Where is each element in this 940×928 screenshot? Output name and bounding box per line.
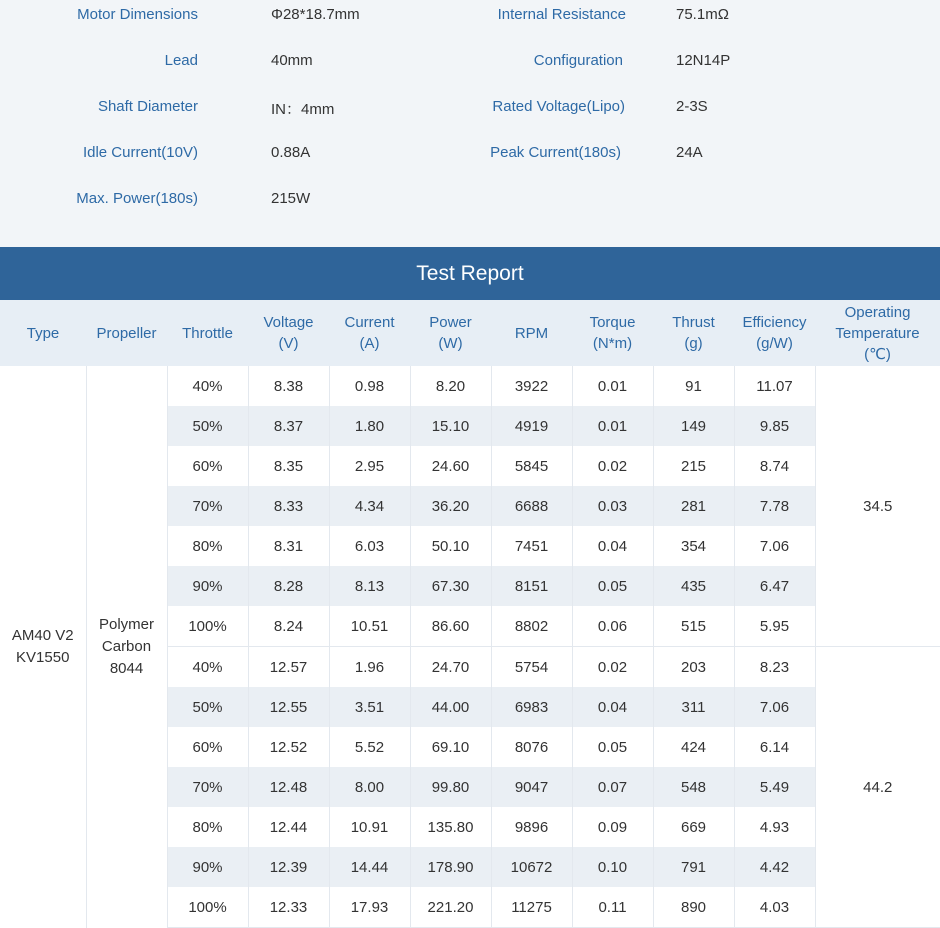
cell-voltage: 12.33 — [248, 887, 329, 928]
cell-thrust: 215 — [653, 446, 734, 486]
cell-rpm: 5845 — [491, 446, 572, 486]
cell-efficiency: 11.07 — [734, 366, 815, 406]
cell-efficiency: 5.95 — [734, 606, 815, 647]
table-body — [0, 366, 940, 928]
cell-rpm: 9047 — [491, 767, 572, 807]
motor-type-cell — [0, 366, 86, 928]
cell-voltage: 12.39 — [248, 847, 329, 887]
table-row — [0, 366, 940, 406]
cell-efficiency: 9.85 — [734, 406, 815, 446]
column-header-text: Type — [26, 324, 60, 342]
cell-voltage: 8.35 — [248, 446, 329, 486]
cell-thrust: 791 — [653, 847, 734, 887]
spec-label-peak-current: Peak Current(180s) — [490, 144, 621, 161]
cell-current: 2.95 — [329, 446, 410, 486]
cell-current: 3.51 — [329, 687, 410, 727]
cell-rpm: 6983 — [491, 687, 572, 727]
column-header-text: RPM — [514, 324, 549, 342]
cell-thrust: 354 — [653, 526, 734, 566]
spec-label-rated-voltage: Rated Voltage(Lipo) — [492, 98, 625, 115]
cell-throttle: 40% — [167, 647, 248, 688]
column-header-power — [410, 300, 491, 366]
propeller-cell-text: 8044 — [109, 659, 144, 677]
cell-voltage: 8.31 — [248, 526, 329, 566]
propeller-cell — [86, 366, 167, 928]
cell-efficiency: 8.74 — [734, 446, 815, 486]
cell-power: 69.10 — [410, 727, 491, 767]
cell-rpm: 8151 — [491, 566, 572, 606]
column-header-text: Throttle — [182, 324, 233, 342]
cell-efficiency: 6.47 — [734, 566, 815, 606]
cell-torque: 0.05 — [572, 566, 653, 606]
test-report-table-wrapper — [0, 300, 940, 928]
cell-torque: 0.04 — [572, 526, 653, 566]
cell-rpm: 3922 — [491, 366, 572, 406]
motor-type-cell-text: KV1550 — [16, 648, 70, 666]
column-header-text: (℃) — [864, 345, 891, 363]
cell-efficiency: 4.93 — [734, 807, 815, 847]
spec-value-shaft-diameter: IN：4mm — [271, 101, 335, 118]
propeller-cell-text: Carbon — [101, 637, 152, 655]
cell-efficiency: 4.42 — [734, 847, 815, 887]
spec-value-lead: 40mm — [271, 52, 313, 69]
cell-voltage: 12.52 — [248, 727, 329, 767]
column-header-text: (g/W) — [756, 335, 793, 352]
cell-rpm: 8076 — [491, 727, 572, 767]
cell-torque: 0.07 — [572, 767, 653, 807]
cell-rpm: 10672 — [491, 847, 572, 887]
table-header-row — [0, 300, 940, 366]
column-header-current — [329, 300, 410, 366]
spec-value-max-power: 215W — [271, 190, 311, 207]
cell-throttle: 100% — [167, 606, 248, 647]
column-header-text: (g) — [684, 335, 703, 352]
cell-power: 36.20 — [410, 486, 491, 526]
column-header-text: (W) — [438, 335, 463, 352]
cell-thrust: 311 — [653, 687, 734, 727]
cell-current: 6.03 — [329, 526, 410, 566]
spec-value-idle-current: 0.88A — [271, 144, 311, 161]
cell-torque: 0.02 — [572, 446, 653, 486]
cell-torque: 0.06 — [572, 606, 653, 647]
operating-temperature-cell: 44.2 — [815, 647, 940, 928]
cell-throttle: 100% — [167, 887, 248, 928]
cell-thrust: 203 — [653, 647, 734, 688]
cell-throttle: 70% — [167, 486, 248, 526]
column-header-text: Thrust — [672, 314, 715, 331]
column-header-text: Torque — [589, 314, 636, 331]
cell-current: 1.80 — [329, 406, 410, 446]
cell-throttle: 50% — [167, 406, 248, 446]
column-header-operating-temperature — [815, 300, 940, 366]
cell-torque: 0.03 — [572, 486, 653, 526]
cell-power: 178.90 — [410, 847, 491, 887]
cell-efficiency: 7.06 — [734, 687, 815, 727]
cell-torque: 0.01 — [572, 366, 653, 406]
cell-rpm: 8802 — [491, 606, 572, 647]
cell-throttle: 60% — [167, 727, 248, 767]
cell-voltage: 12.48 — [248, 767, 329, 807]
cell-rpm: 6688 — [491, 486, 572, 526]
cell-current: 1.96 — [329, 647, 410, 688]
operating-temperature-cell: 34.5 — [815, 366, 940, 647]
spec-value-peak-current: 24A — [676, 144, 703, 161]
cell-current: 14.44 — [329, 847, 410, 887]
cell-rpm: 11275 — [491, 887, 572, 928]
motor-type-cell-text: AM40 V2 — [11, 626, 74, 644]
cell-power: 15.10 — [410, 406, 491, 446]
test-report-title: Test Report — [0, 247, 940, 300]
cell-current: 8.00 — [329, 767, 410, 807]
spec-value-motor-dimensions: Φ28*18.7mm — [271, 6, 360, 23]
spec-label-max-power: Max. Power(180s) — [76, 190, 198, 207]
cell-torque: 0.04 — [572, 687, 653, 727]
cell-power: 50.10 — [410, 526, 491, 566]
cell-torque: 0.02 — [572, 647, 653, 688]
motor-specs — [0, 0, 940, 247]
column-header-text: (A) — [359, 335, 380, 352]
column-header-efficiency — [734, 300, 815, 366]
cell-throttle: 90% — [167, 847, 248, 887]
cell-current: 10.51 — [329, 606, 410, 647]
spec-label-lead: Lead — [164, 52, 198, 69]
spec-label-internal-resistance: Internal Resistance — [497, 6, 626, 23]
cell-power: 221.20 — [410, 887, 491, 928]
spec-label-idle-current: Idle Current(10V) — [82, 144, 198, 161]
cell-rpm: 4919 — [491, 406, 572, 446]
cell-thrust: 435 — [653, 566, 734, 606]
column-header-text: (V) — [278, 335, 299, 352]
cell-voltage: 8.28 — [248, 566, 329, 606]
column-header-text: Propeller — [96, 324, 157, 342]
spec-value-internal-resistance: 75.1mΩ — [676, 6, 729, 23]
spec-value-rated-voltage: 2-3S — [676, 98, 708, 115]
cell-thrust: 515 — [653, 606, 734, 647]
cell-power: 8.20 — [410, 366, 491, 406]
column-header-text: Power — [429, 314, 472, 331]
column-header-rpm — [491, 300, 572, 366]
cell-power: 24.70 — [410, 647, 491, 688]
cell-efficiency: 7.06 — [734, 526, 815, 566]
cell-power: 99.80 — [410, 767, 491, 807]
column-header-type — [0, 300, 86, 366]
cell-power: 44.00 — [410, 687, 491, 727]
cell-current: 17.93 — [329, 887, 410, 928]
column-header-text: Current — [344, 314, 395, 331]
cell-torque: 0.11 — [572, 887, 653, 928]
cell-efficiency: 6.14 — [734, 727, 815, 767]
cell-thrust: 149 — [653, 406, 734, 446]
cell-torque: 0.09 — [572, 807, 653, 847]
test-report-table — [0, 300, 940, 928]
cell-current: 4.34 — [329, 486, 410, 526]
cell-throttle: 40% — [167, 366, 248, 406]
cell-voltage: 8.38 — [248, 366, 329, 406]
cell-torque: 0.10 — [572, 847, 653, 887]
column-header-voltage — [248, 300, 329, 366]
cell-torque: 0.05 — [572, 727, 653, 767]
propeller-cell-text: Polymer — [98, 615, 154, 633]
cell-thrust: 281 — [653, 486, 734, 526]
cell-throttle: 80% — [167, 526, 248, 566]
cell-voltage: 8.37 — [248, 406, 329, 446]
cell-thrust: 890 — [653, 887, 734, 928]
column-header-text: (N*m) — [592, 335, 633, 352]
cell-efficiency: 4.03 — [734, 887, 815, 928]
column-header-torque — [572, 300, 653, 366]
column-header-thrust — [653, 300, 734, 366]
cell-rpm: 7451 — [491, 526, 572, 566]
cell-throttle: 60% — [167, 446, 248, 486]
cell-throttle: 90% — [167, 566, 248, 606]
cell-voltage: 12.44 — [248, 807, 329, 847]
cell-throttle: 50% — [167, 687, 248, 727]
cell-voltage: 12.57 — [248, 647, 329, 688]
cell-current: 5.52 — [329, 727, 410, 767]
cell-current: 10.91 — [329, 807, 410, 847]
cell-power: 24.60 — [410, 446, 491, 486]
column-header-text: Efficiency — [742, 314, 807, 331]
column-header-text: Temperature — [835, 324, 920, 342]
cell-current: 0.98 — [329, 366, 410, 406]
cell-efficiency: 5.49 — [734, 767, 815, 807]
cell-voltage: 12.55 — [248, 687, 329, 727]
cell-throttle: 70% — [167, 767, 248, 807]
column-header-text: Voltage — [263, 314, 314, 331]
cell-voltage: 8.24 — [248, 606, 329, 647]
spec-label-configuration: Configuration — [533, 52, 623, 69]
cell-throttle: 80% — [167, 807, 248, 847]
cell-voltage: 8.33 — [248, 486, 329, 526]
spec-label-motor-dimensions: Motor Dimensions — [77, 6, 198, 23]
cell-thrust: 424 — [653, 727, 734, 767]
spec-value-configuration: 12N14P — [676, 52, 731, 69]
cell-rpm: 9896 — [491, 807, 572, 847]
column-header-propeller — [86, 300, 167, 366]
cell-efficiency: 7.78 — [734, 486, 815, 526]
cell-thrust: 91 — [653, 366, 734, 406]
cell-thrust: 669 — [653, 807, 734, 847]
cell-efficiency: 8.23 — [734, 647, 815, 688]
cell-current: 8.13 — [329, 566, 410, 606]
cell-power: 67.30 — [410, 566, 491, 606]
cell-power: 135.80 — [410, 807, 491, 847]
cell-power: 86.60 — [410, 606, 491, 647]
column-header-throttle — [167, 300, 248, 366]
cell-thrust: 548 — [653, 767, 734, 807]
cell-torque: 0.01 — [572, 406, 653, 446]
spec-label-shaft-diameter: Shaft Diameter — [97, 98, 198, 115]
cell-rpm: 5754 — [491, 647, 572, 688]
column-header-text: Operating — [844, 303, 911, 321]
